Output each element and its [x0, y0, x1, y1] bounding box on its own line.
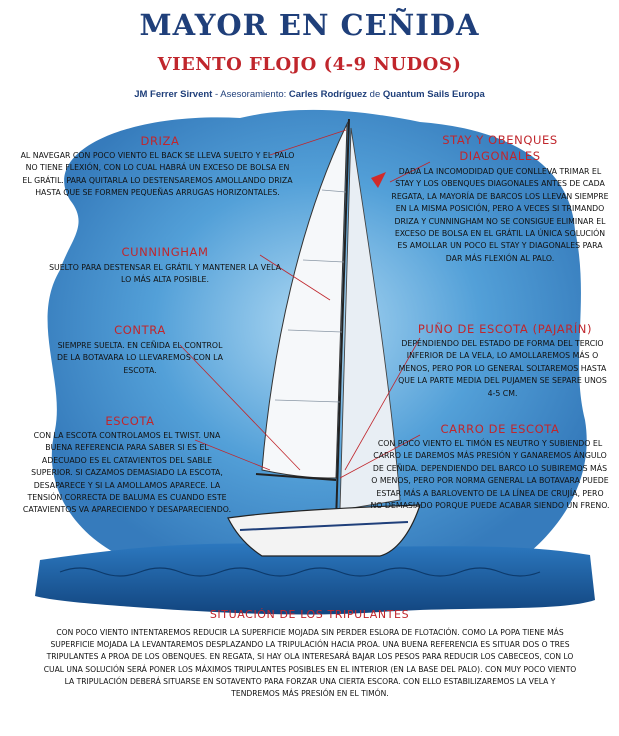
escota-text: CON LA ESCOTA CONTROLAMOS EL TWIST. UNA BUENA REFERENCIA PARA SABER SI ES EL ADECUADO ES EL CATAVIENTOS DEL SABLE SUPERIOR. SI CAZAMOS DEMASIADO LA ESCOTA, DESAPARECE Y SI LA AMOLLAMOS APARECE. LA TENSIÓN CORRECTA DE BALUMA ES CUANDO ESTE CATAVIENTOS VA APARECIENDO Y DESAPARECIENDO.: [22, 431, 232, 515]
carro-text: CON POCO VIENTO EL TIMÓN ES NEUTRO Y SUBIENDO EL CARRO LE DAREMOS MÁS PRESIÓN Y GANAREMOS ÁNGULO DE CEÑIDA. DEPENDIENDO DEL BARCO LO SUBIREMOS MÁS O MENOS, PERO POR NORMA GENERAL LA BOTAVARA PUEDE ESTAR MÁS A BARLOVENTO DE LA LÍNEA DE CRUJÍA, PERO NO DEMASIADO PORQUE PUEDE ACABAR SIENDO UN FRENO.: [370, 439, 610, 511]
tripulantes-text: CON POCO VIENTO INTENTAREMOS REDUCIR LA SUPERFICIE MOJADA SIN PERDER ESLORA DE FLOTACIÓN. COMO LA POPA TIENE MÁS SUPERFICIE MOJADA LA LEVANTAREMOS DESPLAZANDO LA TRIPULACIÓN HACIA PROA. UNA BUENA REFERENCIA ES SITUAR DOS O TRES TRIPULANTES A PROA DE LOS OBENQUES. EN REGATA, SI HAY OLA INTERESARÁ BAJAR LOS PESOS PARA REDUCIR LOS CABECEOS, CON LO CUAL UNA SOLUCIÓN SERÁ PONER LOS MÁXIMOS TRIPULANTES POSIBLES EN EL INTERIOR (EN LA BASE DEL PALO). CON MUY POCO VIENTO LA TRIPULACIÓN DEBERÁ SITUARSE EN SOTAVENTO PARA FORZAR UNA CIERTA ESCORA. CON ELLO ESTABILIZAREMOS LA VELA Y TENDREMOS MÁS PRESIÓN EN EL TIMÓN.: [43, 628, 577, 699]
contra-text: SIEMPRE SUELTA. EN CEÑIDA EL CONTROL DE LA BOTAVARA LO LLEVAREMOS CON LA ESCOTA.: [56, 341, 223, 375]
escota-heading: ESCOTA: [105, 414, 155, 428]
cunningham-heading: CUNNINGHAM: [121, 245, 209, 259]
page-subtitle: VIENTO FLOJO (4-9 NUDOS): [157, 54, 462, 75]
advisory-label: - Asesoramiento:: [212, 89, 289, 100]
puno-text: DEPENDIENDO DEL ESTADO DE FORMA DEL TERCIO INFERIOR DE LA VELA, LO AMOLLAREMOS MÁS O MENOS, PERO POR LO GENERAL SOLTAREMOS HASTA QUE LA PARTE MEDIA DEL PUJAMEN SE SEPARE UNOS 4-5 CM.: [398, 339, 607, 398]
stay-text: DADA LA INCOMODIDAD QUE CONLLEVA TRIMAR EL STAY Y LOS OBENQUES DIAGONALES ANTES DE CADA REGATA, LA MAYORÍA DE BARCOS LOS LLEVAN SIEMPRE EN LA MISMA POSICIÓN, PERO A VECES SI TRIMANDO DRIZA Y CUNNINGHAM NO SE CONSIGUE ELIMINAR EL EXCESO DE BOLSA EN EL GRÁTIL LA ÚNICA SOLUCIÓN ES AMOLLAR UN POCO EL STAY Y DIAGONALES PARA DAR MÁS FLEXIÓN AL PALO.: [391, 167, 609, 263]
driza-heading: DRIZA: [140, 134, 180, 148]
advisor-name: Carles Rodríguez: [288, 89, 368, 100]
author-name: JM Ferrer Sirvent: [134, 89, 213, 100]
stay-heading: STAY Y OBENQUES DIAGONALES: [442, 133, 558, 163]
driza-text: AL NAVEGAR CON POCO VIENTO EL BACK SE LLEVA SUELTO Y EL PALO NO TIENE FLEXIÓN, CON LO CUAL HABRÁ UN EXCESO DE BOLSA EN EL GRÁTIL. PARA QUITARLA LO DESTENSAREMOS AMOLLANDO DRIZA HASTA QUE SE FORMEN PEQUEÑAS ARRUGAS HORIZONTALES.: [20, 151, 295, 198]
connector-text: de: [367, 89, 383, 100]
contra-heading: CONTRA: [114, 323, 166, 337]
tripulantes-heading: SITUACIÓN DE LOS TRIPULANTES: [209, 608, 410, 621]
cunningham-text: SUELTO PARA DESTENSAR EL GRÁTIL Y MANTENER LA VELA LO MÁS ALTA POSIBLE.: [49, 263, 281, 285]
company-name: Quantum Sails Europa: [382, 89, 485, 100]
page-title: MAYOR EN CEÑIDA: [139, 8, 480, 42]
carro-heading: CARRO DE ESCOTA: [440, 422, 560, 436]
puno-heading: PUÑO DE ESCOTA (PAJARÍN): [417, 322, 593, 336]
